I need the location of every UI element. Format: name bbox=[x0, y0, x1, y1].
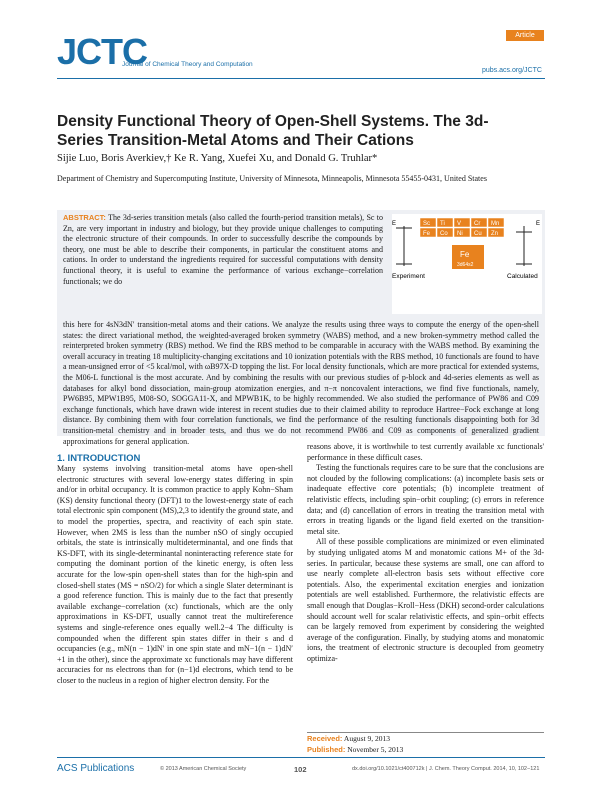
element-symbol-ti: Ti bbox=[440, 221, 445, 227]
page-number: 102 bbox=[294, 765, 307, 774]
element-symbol-mn: Mn bbox=[491, 221, 500, 227]
fe-config: 3d64s2 bbox=[457, 262, 474, 268]
intro-paragraph-3: All of these possible complications are minimized or even eliminated by studying unligated atoms M and monatomic cations M+ of the 3d-series. In particular, because these systems are small, one can afford to use nearly complete all-electron basis sets without effective core potentials. Also, the experimental excitation energies and ionization potentials are well established. Furthermore, the relativistic effects are small enough that Douglas−Kroll−Hess (DKH) second-order calculations should account well for scalar relativistic effects, and spin−orbit effects can be largely removed from experiment by considering the weighted average of the configuration. Finally, by studying atoms and monatomic ions, the treatment of electronic structure is decoupled from geometry optimiza- bbox=[307, 537, 544, 663]
element-symbol-v: V bbox=[457, 221, 462, 227]
published-label: Published: bbox=[307, 744, 346, 754]
abstract-label: ABSTRACT: bbox=[63, 213, 106, 222]
column-left bbox=[57, 464, 293, 686]
fe-label: Fe bbox=[460, 250, 470, 259]
abstract-text-1: The 3d-series transition metals (also called the fourth-period transition metals), Sc to Zn, are very important in industry and biology, but they provide unique challenges to computing the electronic structure of their compounds. In order to successfully describe the compounds by theory, one must be able to describe their components, in particular the constituent atoms and cations. In order to understand the ingredients required for successful computations with density functional theory, it is useful to examine the performance of various exchange−correlation functionals; we do bbox=[63, 213, 383, 286]
element-symbol-cr: Cr bbox=[474, 221, 481, 227]
element-symbol-zn: Zn bbox=[491, 231, 499, 237]
abstract-part1 bbox=[63, 213, 383, 287]
intro-paragraph-1: Many systems involving transition-metal atoms have open-shell electronic structures with several low-energy states differing in spin and/or in orbital occupancy. It is common practice to apply Kohn−Sham (KS) density functional theory (DFT)1 to the lowest-energy state of each total electronic spin component (MS),2,3 to identify the ground state, and to model the properties, spectra, and reactivity of each spin state. However, when 2MS is less than the number nSO of singly occupied orbitals, the state is intrinsically multideterminantal, and one finds that KS-DFT, with its single-determinantal noninteracting reference state for computing the dominant portion of the kinetic energy, is often less accurate for the low-spin open-shell states than for the high-spin and closed-shell states (MS = nSO/2) for which a single Slater determinant is a good reference function. This is mainly due to the fact that presently available exchange−correlation (xc) functionals, which are the only approximations in KS-DFT, usually cannot treat the multireference systems and single-reference ones equally well.2−4 The difficulty is compounded when the different spin states differ in their s and d occupancies (e.g., mN(n − 1)dN′ in one spin state and mN−1(n − 1)dN′+1 in the other), since the approximate xc functionals may have different accuracies for ns electrons than for (n−1)d electrons, which tend to be closer to the nucleus in a region of higher electron density. For the bbox=[57, 464, 293, 685]
column-right bbox=[307, 442, 544, 664]
journal-name: Journal of Chemical Theory and Computation bbox=[122, 61, 253, 68]
label-calculated: Calculated bbox=[507, 273, 538, 280]
received-date: August 9, 2013 bbox=[343, 734, 390, 743]
journal-url[interactable]: pubs.acs.org/JCTC bbox=[482, 67, 542, 74]
footer-rule bbox=[57, 757, 545, 758]
e-left: E bbox=[392, 221, 397, 227]
element-symbol-sc: Sc bbox=[423, 221, 431, 227]
published-date: November 5, 2013 bbox=[347, 744, 404, 754]
paper-title: Density Functional Theory of Open-Shell Systems. The 3d-Series Transition-Metal Atoms and Their Cations bbox=[57, 113, 489, 149]
header-rule bbox=[57, 78, 545, 79]
article-badge: Article bbox=[506, 30, 544, 41]
article-history bbox=[307, 734, 403, 755]
copyright: © 2013 American Chemical Society bbox=[160, 766, 247, 772]
label-experiment: Experiment bbox=[392, 273, 425, 280]
acs-publications-logo: ACS Publications bbox=[57, 763, 135, 774]
citation[interactable]: dx.doi.org/10.1021/ct400712k | J. Chem. Theory Comput. 2014, 10, 102−121 bbox=[352, 766, 540, 772]
journal-logo: JCTC bbox=[57, 31, 148, 72]
received-label: Received: bbox=[307, 734, 343, 743]
element-symbol-co: Co bbox=[440, 231, 448, 237]
history-rule bbox=[307, 732, 544, 733]
authors: Sijie Luo, Boris Averkiev,† Ke R. Yang, Xuefei Xu, and Donald G. Truhlar* bbox=[57, 153, 378, 164]
element-symbol-cu: Cu bbox=[474, 231, 482, 237]
toc-graphic bbox=[392, 214, 542, 314]
affiliation: Department of Chemistry and Supercomputing Institute, University of Minnesota, Minneapolis, Minnesota 55455-0431, United States bbox=[57, 174, 487, 183]
intro-paragraph-0: reasons above, it is worthwhile to test currently available xc functionals' performance in these difficult cases. bbox=[307, 442, 544, 462]
intro-paragraph-2: Testing the functionals requires care to be sure that the conclusions are not clouded by the following complications: (a) incomplete basis sets or inadequate effective core potentials; (b) incomplete treatment of relativistic effects, including spin−orbit coupling; (c) errors in reference data; and (d) cancellation of errors in treating the transition metal with errors in treating ligands or the ligand field exerted on the transition-metal site. bbox=[307, 463, 544, 536]
element-symbol-fe: Fe bbox=[423, 231, 431, 237]
section-heading: 1. INTRODUCTION bbox=[57, 453, 141, 464]
abstract-part2: this here for 4sN3dN′ transition-metal atoms and their cations. We analyze the results using three ways to compute the energy of the open-shell states: the direct variational method, the weighted-averaged broken symmetry (WABS) method, and a new broken-symmetry method called the reinterpreted broken symmetry (RBS) method. We find the RBS method to be comparable in accuracy with the WABS method. By examining the overall accuracy in treating 18 multiplicity-changing excitations and 10 ionization potentials with the RBS method, 10 functionals are found to have a mean-unsigned error of <5 kcal/mol, with ωB97X-D topping the list. For local density functionals, which are more practical for extended systems, the M06-L functional is the most accurate. And by combining the results with our previous studies of p-block and 4d-series elements as well as databases for alkyl bond dissociation, main-group atomization energies, and π−π noncovalent interactions, we find five functionals, namely, PW6B95, MPW1B95, M08-SO, SOGGA11-X, and MPWB1K, to be highly recommended. We also studied the performance of PW86 and C09 exchange functionals, which have drawn wide interest in recent studies due to their claimed ability to reproduce Hartree−Fock exchange at long distance. By combining them with four correlation functionals, we find the performance of the resulting functionals disappointing both for 3d transition-metal chemistry and in broader tests, and thus we do not recommend PW86 and C09 as components of generalized gradient approximations for general application. bbox=[63, 320, 539, 446]
e-right: E bbox=[536, 221, 541, 227]
element-symbol-ni: Ni bbox=[457, 231, 463, 237]
